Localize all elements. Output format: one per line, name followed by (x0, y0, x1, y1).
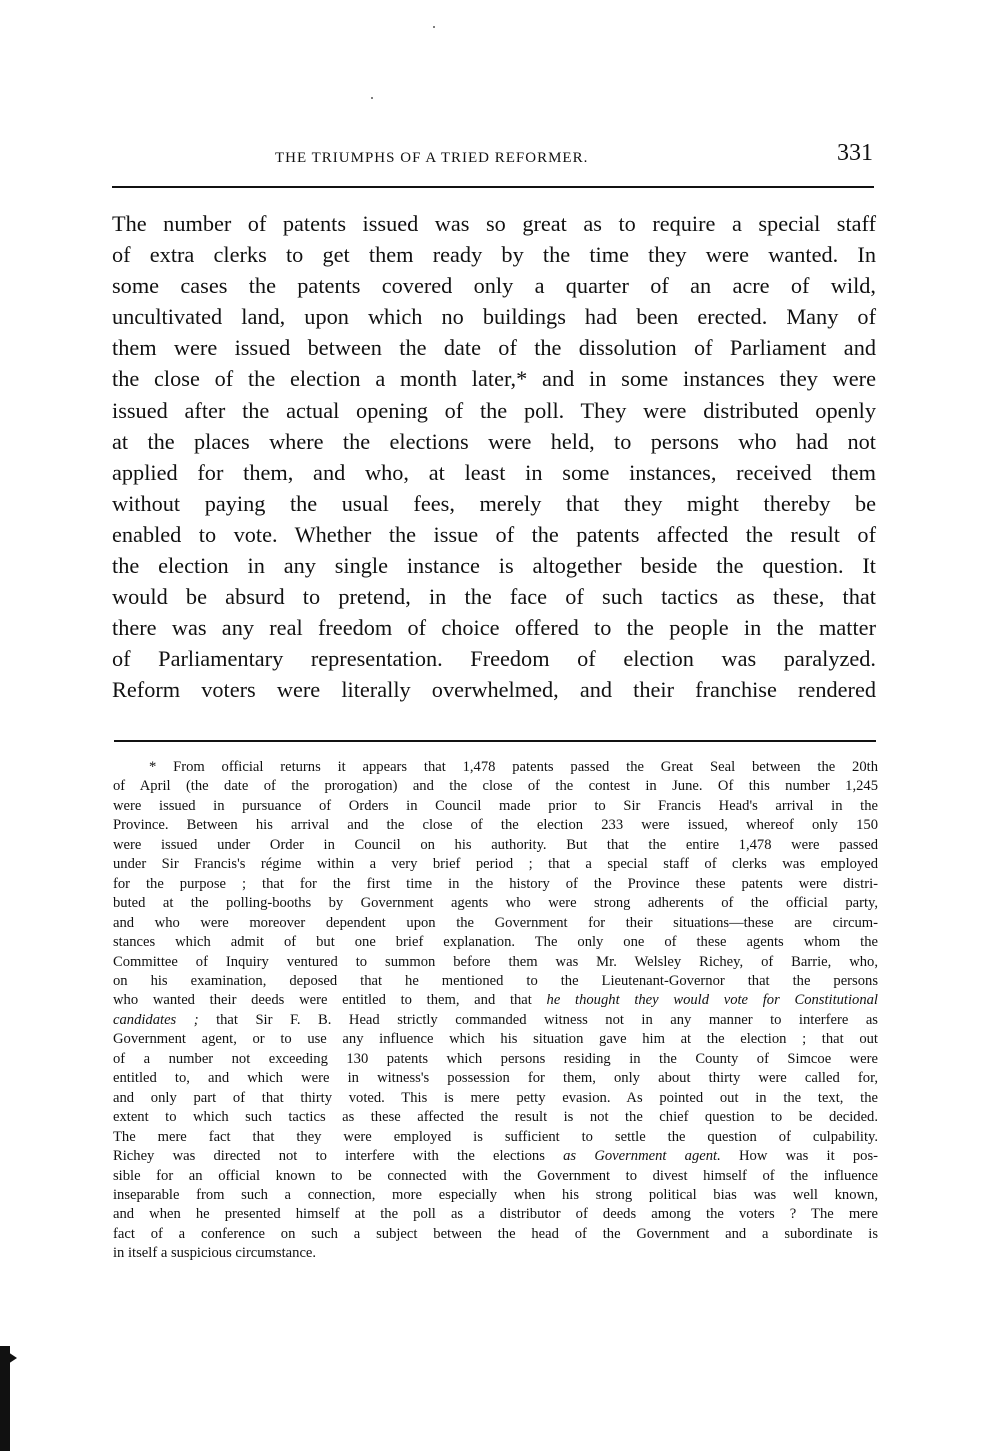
body-line: enabled to vote. Whether the issue of the patents affected the result of (112, 521, 876, 547)
footnote-line: and only part of that thirty voted. This is mere petty evasion. As pointed out in the text, the (113, 1089, 878, 1106)
footnote-block (113, 758, 878, 1264)
footnote-line: Committee of Inquiry ventured to summon before them was Mr. Welsley Richey, of Barrie, who, (113, 953, 878, 970)
footnote-line: * From official returns it appears that 1,478 patents passed the Great Seal between the 20th (149, 759, 878, 775)
footnote-line: were issued in pursuance of Orders in Council made prior to Sir Francis Head's arrival in the (113, 797, 878, 814)
footnote-line: on his examination, deposed that he mentioned to the Lieutenant-Governor that the persons (113, 972, 878, 989)
body-line: would be absurd to pretend, in the face of such tactics as these, that (112, 584, 876, 610)
footnote-line: who wanted their deeds were entitled to them, and that he thought they would vote for Constitutional (113, 992, 878, 1009)
header-rule (112, 186, 874, 188)
body-line: them were issued between the date of the dissolution of Parliament and (112, 335, 876, 361)
body-line: uncultivated land, upon which no buildings had been erected. Many of (112, 304, 876, 330)
page-header (110, 138, 873, 178)
speck-mark-1 (433, 26, 435, 28)
body-line: issued after the actual opening of the poll. They were distributed openly (112, 397, 876, 423)
footnote-italic: he thought they would vote for Constitutional (546, 992, 878, 1009)
footnote-line: of a number not exceeding 130 patents which persons residing in the County of Simcoe were (113, 1050, 878, 1067)
footnote-line: of April (the date of the prorogation) and the close of the contest in June. Of this number 1,245 (113, 778, 878, 795)
footnote-line: extent to which such tactics as these affected the result is not the chief question to be decided. (113, 1109, 878, 1126)
footnote-line: Richey was directed not to interfere with the elections as Government agent. How was it pos- (113, 1148, 878, 1165)
footnote-line: The mere fact that they were employed is sufficient to settle the question of culpability. (113, 1128, 878, 1145)
footnote-line: and who were moreover dependent upon the Government for their situations—these are circum- (113, 914, 878, 931)
footnote-line: Government agent, or to use any influence which his situation gave him at the election ; that out (113, 1031, 878, 1048)
page-edge-notch (8, 1352, 17, 1364)
page-number: 331 (837, 140, 873, 166)
footnote-line: and when he presented himself at the poll as a distributor of deeds among the voters ? The mere (113, 1206, 878, 1223)
body-line: some cases the patents covered only a quarter of an acre of wild, (112, 273, 876, 299)
body-line: applied for them, and who, at least in some instances, received them (112, 459, 876, 485)
speck-mark-2 (371, 97, 373, 99)
body-line: of extra clerks to get them ready by the time they were wanted. In (112, 242, 876, 268)
body-line: without paying the usual fees, merely that they might thereby be (112, 490, 876, 516)
footnote-line: candidates ; that Sir F. B. Head strictly commanded witness not in any manner to interfere as (113, 1011, 878, 1028)
footnote-line: for the purpose ; that for the first time in the history of the Province these patents were distri- (113, 875, 878, 892)
body-line: The number of patents issued was so great as to require a special staff (112, 211, 876, 236)
footnote-line: in itself a suspicious circumstance. (113, 1245, 317, 1262)
footnote-line: were issued under Order in Council on his authority. But that the entire 1,478 were passed (113, 836, 878, 853)
footnote-line: under Sir Francis's régime within a very brief period ; that a special staff of clerks was employed (113, 856, 878, 873)
body-line: there was any real freedom of choice offered to the people in the matter (112, 615, 876, 641)
footnote-line: fact of a conference on such a subject between the head of the Government and a subordinate is (113, 1225, 878, 1242)
footnote-line: sible for an official known to be connected with the Government to divest himself of the influence (113, 1167, 878, 1184)
footnote-italic: as Government agent. (563, 1148, 721, 1165)
running-head: THE TRIUMPHS OF A TRIED REFORMER. (275, 150, 589, 166)
body-line: of Parliamentary representation. Freedom of election was paralyzed. (112, 646, 876, 672)
body-line: the election in any single instance is altogether beside the question. It (112, 553, 876, 579)
footnote-line: inseparable from such a connection, more especially when his strong political bias was well known, (113, 1186, 878, 1203)
footnote-italic: candidates ; (113, 1011, 199, 1028)
body-line: Reform voters were literally overwhelmed, and their franchise rendered (112, 677, 876, 703)
body-paragraph (112, 208, 876, 706)
footnote-line: stances which admit of but one brief explanation. The only one of these agents whom the (113, 934, 878, 951)
body-line: the close of the election a month later,* and in some instances they were (112, 366, 876, 392)
footnote-rule (114, 740, 876, 742)
footnote-line: buted at the polling-booths by Government agents who were strong adherents of the official party, (113, 895, 878, 912)
body-line: at the places where the elections were held, to persons who had not (112, 428, 876, 454)
footnote-line: Province. Between his arrival and the close of the election 233 were issued, whereof only 150 (113, 817, 878, 834)
footnote-line: entitled to, and which were in witness's possession for them, only about thirty were called for, (113, 1070, 878, 1087)
